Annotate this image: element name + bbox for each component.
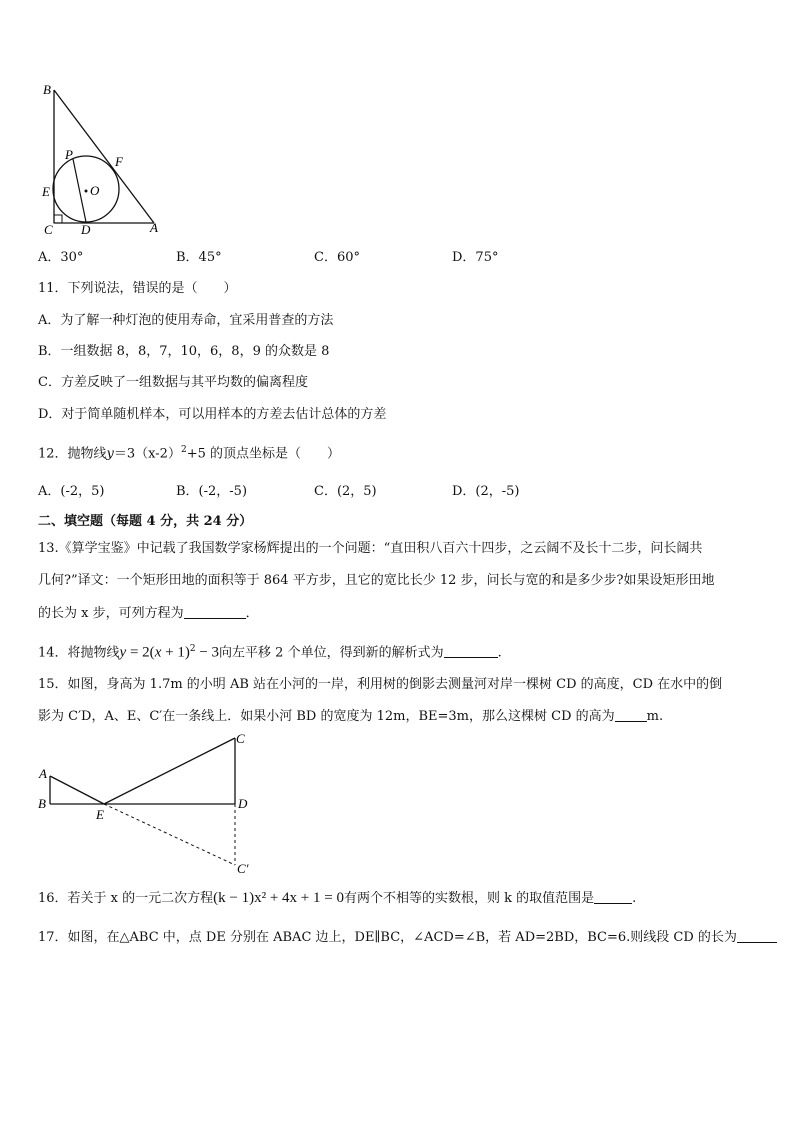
label-D: D (238, 796, 248, 811)
q15-line2-end: m. (646, 709, 664, 724)
label-E: E (42, 184, 50, 199)
q13-line3 (38, 604, 259, 623)
q12-stem (38, 441, 340, 463)
label-C-prime: C′ (237, 861, 249, 876)
label-B: B (43, 82, 51, 97)
q12-suffix: +5 的顶点坐标是（ ） (186, 446, 340, 462)
q10-option-c: C．60° (314, 250, 360, 265)
q14-formula-sup: 2 (189, 644, 196, 654)
q12-prefix: 12．抛物线 (38, 446, 107, 462)
q11-option-a: A．为了解一种灯泡的使用寿命，宜采用普查的方法 (38, 313, 334, 328)
q12-option-a: A．(-2，5) (38, 484, 105, 499)
label-E: E (96, 807, 104, 822)
q16-suffix: 有两个不相等的实数根，则 k 的取值范围是 (343, 891, 595, 906)
q15-line1: 15．如图，身高为 1.7m 的小明 AB 站在小河的一岸，利用树的倒影去测量河对岸一棵树 CD 的高度，CD 在水中的倒 (38, 677, 723, 692)
q14-suffix: 向左平移 2 个单位，得到新的解析式为 (219, 645, 444, 661)
q11-option-d: D．对于简单随机样本，可以用样本的方差去估计总体的方差 (38, 407, 387, 422)
q14-answer-blank (444, 643, 498, 658)
label-F: F (115, 154, 123, 169)
label-A: A (39, 766, 47, 781)
q14-formula-y: y (119, 644, 127, 661)
q12-option-d: D．(2，-5) (452, 484, 520, 499)
q10-option-a: A．30° (38, 250, 84, 265)
triangle-circle-figure (30, 80, 180, 240)
q15-line2-text: 影为 C′D，A、E、C′在一条线上．如果小河 BD 的宽度为 12m，BE=3m，那么这棵树 CD 的高为 (38, 709, 615, 724)
q11-option-b: B．一组数据 8，8，7，10，6，8，9 的众数是 8 (38, 344, 330, 359)
q14-end: . (497, 645, 502, 661)
q17-answer-blank (737, 928, 777, 943)
q12-option-c: C．(2，5) (314, 484, 377, 499)
q10-option-b: B．45° (176, 250, 222, 265)
q12-var: y (106, 446, 114, 462)
q10-option-d: D．75° (452, 250, 499, 265)
section-heading: 二、填空题（每题 4 分，共 24 分） (38, 514, 253, 529)
q13-line3-end: ． (245, 606, 259, 621)
q13-answer-blank (184, 604, 246, 619)
label-B: B (38, 796, 46, 811)
q17-text: 17．如图，在△ABC 中，点 DE 分别在 ABAC 边上，DE∥BC，∠ACD=∠B，若 AD=2BD，BC=6.则线段 CD 的长为 (38, 930, 737, 945)
q16-end: . (632, 891, 637, 906)
q12-sup: 2 (180, 445, 187, 455)
label-A: A (150, 220, 158, 235)
q14-prefix: 14．将抛物线 (38, 645, 120, 661)
q13-line1: 13.《算学宝鉴》中记载了我国数学家杨辉提出的一个问题：“直田积八百六十四步，之云阔不及长十二步，问长阔共 (38, 541, 703, 556)
label-C: C (44, 222, 53, 237)
q11-stem: 11．下列说法，错误的是（ ） (38, 281, 237, 296)
label-C: C (236, 731, 245, 746)
q16-formula: (k − 1)x² + 4x + 1 = 0 (213, 890, 344, 906)
q11-option-c: C．方差反映了一组数据与其平均数的偏离程度 (38, 375, 308, 390)
q13-line3-text: 的长为 x 步，可列方程为 (38, 606, 184, 621)
q14-formula-plus: + 1) (161, 644, 190, 661)
label-P: P (65, 147, 73, 162)
q14-stem (38, 638, 502, 664)
q15-answer-blank (615, 707, 647, 722)
label-D: D (81, 222, 91, 237)
q12-option-b: B．(-2，-5) (176, 484, 248, 499)
q14-formula-minus: − 3 (195, 644, 220, 661)
q16-prefix: 16．若关于 x 的一元二次方程 (38, 891, 214, 906)
q15-line2 (38, 707, 663, 726)
q13-line2: 几何?”译文：一个矩形田地的面积等于 864 平方步，且它的宽比长少 12 步，问长与宽的和是多少步?如果设矩形田地 (38, 573, 715, 588)
q17-stem (38, 928, 777, 947)
q14-formula-eq: = 2( (126, 644, 155, 661)
label-O: O (90, 183, 100, 198)
q16-answer-blank (594, 889, 632, 904)
q16-stem (38, 887, 636, 910)
river-reflection-figure (30, 728, 270, 878)
q14-formula-x: x (154, 644, 162, 661)
q12-eq: ＝3（x-2） (113, 446, 181, 462)
